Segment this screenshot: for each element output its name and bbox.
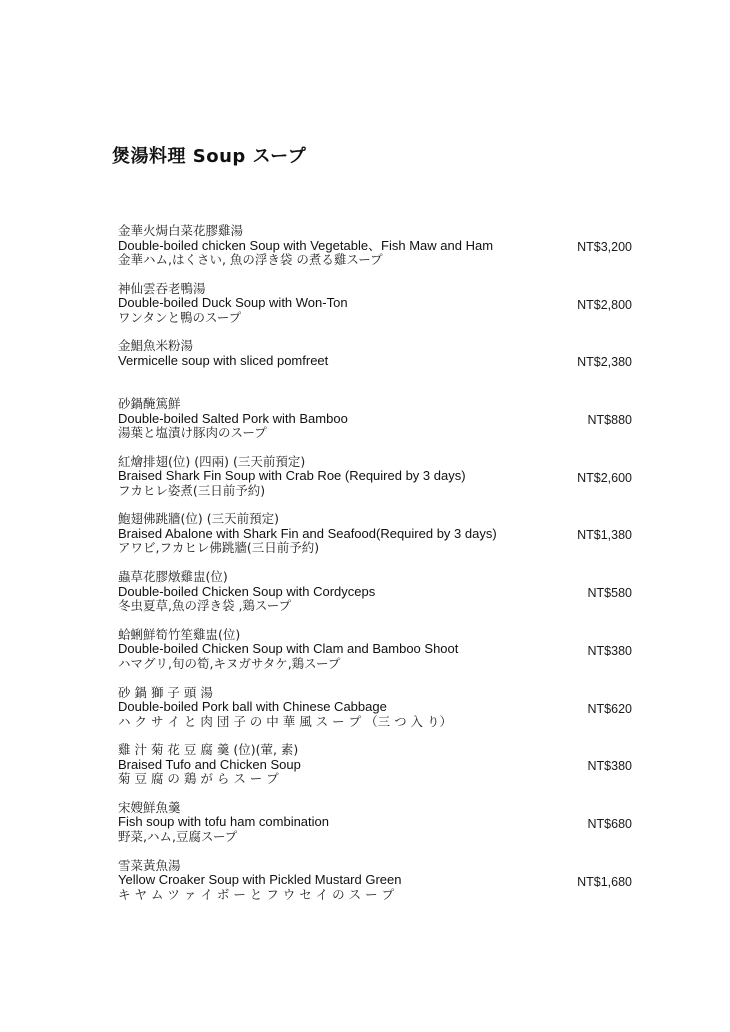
dish-name-chinese: 蛤蜊鮮筍竹笙雞盅(位) — [118, 626, 241, 642]
dish-name-japanese: アワビ,フカヒレ佛跳牆(三日前予約) — [118, 540, 320, 556]
dish-name-japanese: 菊 豆 腐 の 鶏 が ら ス ー プ — [118, 771, 279, 787]
dish-name-chinese: 金鯧魚米粉湯 — [118, 338, 194, 354]
dish-price: NT$620 — [587, 701, 632, 716]
dish-name-japanese: 湯葉と塩漬け豚肉のスープ — [118, 425, 267, 441]
dish-price: NT$1,680 — [577, 874, 632, 889]
dish-names — [118, 628, 558, 672]
dish-name-chinese: 砂鍋醃篤鮮 — [118, 396, 181, 412]
menu-item — [118, 686, 632, 744]
dish-names — [118, 224, 558, 268]
menu-item — [118, 628, 632, 686]
dish-name-chinese: 紅燴排翅(位) (四兩) (三天前預定) — [118, 453, 306, 469]
dish-name-english: Braised Shark Fin Soup with Crab Roe (Required by 3 days) — [118, 468, 466, 484]
dish-price: NT$580 — [587, 586, 632, 601]
dish-name-english: Double-boiled Chicken Soup with Clam and Bamboo Shoot — [118, 641, 459, 657]
dish-price: NT$2,380 — [577, 355, 632, 370]
dish-name-english: Yellow Croaker Soup with Pickled Mustard Green — [118, 872, 402, 888]
dish-name-english: Double-boiled Chicken Soup with Cordyceps — [118, 583, 376, 599]
dish-name-chinese: 金華火焗白菜花膠雞湯 — [118, 223, 244, 238]
dish-price: NT$680 — [587, 816, 632, 831]
dish-name-english: Double-boiled chicken Soup with Vegetable、Fish Maw and Ham — [118, 237, 494, 253]
menu-item — [118, 455, 632, 513]
dish-name-japanese: ハ ク サ イ と 肉 団 子 の 中 華 風 ス ー プ （三 つ 入 り） — [118, 713, 453, 729]
dish-name-japanese: 金華ハム,はくさい, 魚の浮き袋 の煮る雞スープ — [118, 252, 383, 267]
dish-name-chinese: 蟲草花膠燉雞盅(位) — [118, 569, 228, 585]
dish-names — [118, 743, 558, 787]
dish-name-english: Fish soup with tofu ham combination — [118, 814, 329, 830]
menu-item — [118, 859, 632, 917]
dish-name-japanese: 野菜,ハム,豆腐スープ — [118, 828, 238, 844]
menu-item — [118, 512, 632, 570]
dish-price: NT$2,600 — [577, 470, 632, 485]
dish-price: NT$1,380 — [577, 528, 632, 543]
dish-name-chinese: 神仙雲吞老鴨湯 — [118, 280, 206, 296]
dish-names — [118, 686, 558, 730]
dish-names — [118, 455, 558, 499]
dish-name-english: Double-boiled Duck Soup with Won-Ton — [118, 295, 348, 311]
dish-name-japanese: フカヒレ姿煮(三日前予約) — [118, 482, 266, 498]
dish-price: NT$2,800 — [577, 297, 632, 312]
menu-item — [118, 570, 632, 628]
dish-names — [118, 801, 558, 845]
dish-name-english: Double-boiled Salted Pork with Bamboo — [118, 410, 348, 426]
dish-names — [118, 397, 558, 441]
dish-name-chinese: 雞 汁 菊 花 豆 腐 羹 (位)(葷, 素) — [118, 742, 299, 758]
menu-item — [118, 339, 632, 397]
dish-name-chinese: 鮑翅佛跳牆(位) (三天前預定) — [118, 511, 279, 527]
dish-price: NT$3,200 — [577, 240, 632, 254]
menu-item — [118, 801, 632, 859]
dish-names — [118, 570, 558, 614]
menu-item — [118, 224, 632, 282]
dish-price: NT$380 — [587, 643, 632, 658]
dish-name-english: Braised Tufo and Chicken Soup — [118, 756, 301, 772]
dish-names — [118, 339, 558, 368]
dish-name-english: Double-boiled Pork ball with Chinese Cabbage — [118, 699, 387, 714]
dish-name-chinese: 宋嫂鮮魚羹 — [118, 799, 181, 815]
dish-name-chinese: 雪菜黃魚湯 — [118, 857, 181, 873]
dish-price: NT$880 — [587, 413, 632, 428]
dish-name-japanese: キ ヤ ム ツ ァ イ ボ ー と フ ウ セ イ の ス ー プ — [118, 886, 395, 902]
dish-name-chinese: 砂 鍋 獅 子 頭 湯 — [118, 684, 213, 700]
dish-name-japanese: 冬虫夏草,魚の浮き袋 ,鶏スープ — [118, 598, 292, 614]
menu-item — [118, 397, 632, 455]
dish-names — [118, 859, 558, 903]
dish-price: NT$380 — [587, 759, 632, 774]
dish-name-japanese: ワンタンと鴨のスープ — [118, 309, 242, 325]
dish-name-english: Vermicelle soup with sliced pomfreet — [118, 352, 329, 368]
dish-names — [118, 282, 558, 326]
dish-name-english: Braised Abalone with Shark Fin and Seafood(Required by 3 days) — [118, 525, 497, 541]
menu-item — [118, 282, 632, 340]
page-title: 煲湯料理 Soup スープ — [112, 146, 307, 167]
dish-names — [118, 512, 558, 556]
dish-name-japanese: ハマグリ,旬の筍,キヌガサタケ,鶏スープ — [118, 655, 341, 671]
menu-item — [118, 743, 632, 801]
soup-menu-list — [118, 224, 632, 916]
